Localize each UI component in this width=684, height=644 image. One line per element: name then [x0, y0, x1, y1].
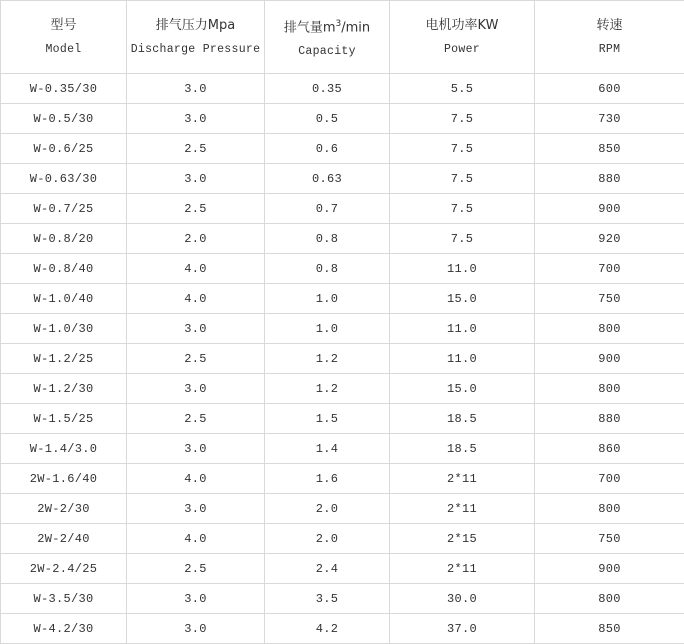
table-cell: 2.5: [127, 404, 265, 434]
table-header-row: [1, 1, 684, 74]
table-cell: 920: [535, 224, 684, 254]
table-cell: 7.5: [390, 164, 535, 194]
table-cell: 2.0: [265, 494, 390, 524]
table-cell: 0.8: [265, 254, 390, 284]
table-cell: 4.2: [265, 614, 390, 644]
table-cell: 2*15: [390, 524, 535, 554]
table-cell: 15.0: [390, 284, 535, 314]
table-row: [1, 284, 684, 314]
cell-model: W-1.4/3.0: [1, 434, 127, 464]
table-cell: 900: [535, 554, 684, 584]
table-cell: 800: [535, 374, 684, 404]
table-cell: 600: [535, 74, 684, 104]
table-cell: 5.5: [390, 74, 535, 104]
table-cell: 3.0: [127, 374, 265, 404]
table-row: [1, 614, 684, 644]
cell-model: W-1.2/25: [1, 344, 127, 374]
table-row: [1, 584, 684, 614]
cell-model: W-3.5/30: [1, 584, 127, 614]
table-cell: 2.4: [265, 554, 390, 584]
table-row: [1, 404, 684, 434]
table-cell: 1.6: [265, 464, 390, 494]
table-cell: 18.5: [390, 404, 535, 434]
table-cell: 900: [535, 194, 684, 224]
table-cell: 7.5: [390, 194, 535, 224]
table-cell: 800: [535, 584, 684, 614]
table-row: [1, 134, 684, 164]
table-cell: 730: [535, 104, 684, 134]
table-cell: 0.8: [265, 224, 390, 254]
column-header-power-en: Power: [392, 42, 532, 58]
column-header-capacity-en: Capacity: [267, 44, 387, 60]
table-cell: 1.0: [265, 284, 390, 314]
table-cell: 2.5: [127, 134, 265, 164]
table-row: [1, 74, 684, 104]
table-cell: 1.5: [265, 404, 390, 434]
table-cell: 880: [535, 164, 684, 194]
table-cell: 2.5: [127, 554, 265, 584]
table-cell: 30.0: [390, 584, 535, 614]
table-cell: 2*11: [390, 494, 535, 524]
table-row: [1, 164, 684, 194]
table-cell: 7.5: [390, 134, 535, 164]
column-header-rpm: [535, 1, 684, 74]
table-cell: 3.0: [127, 494, 265, 524]
table-cell: 750: [535, 284, 684, 314]
table-cell: 880: [535, 404, 684, 434]
table-cell: 2.0: [127, 224, 265, 254]
table-row: [1, 434, 684, 464]
cell-model: W-1.5/25: [1, 404, 127, 434]
table-cell: 0.6: [265, 134, 390, 164]
capacity-unit-suffix: /min: [341, 20, 370, 35]
table-cell: 4.0: [127, 464, 265, 494]
column-header-model-en: Model: [3, 42, 124, 58]
table-cell: 700: [535, 464, 684, 494]
table-cell: 860: [535, 434, 684, 464]
cell-model: W-0.7/25: [1, 194, 127, 224]
table-cell: 15.0: [390, 374, 535, 404]
cell-model: W-1.0/30: [1, 314, 127, 344]
table-row: [1, 494, 684, 524]
table-cell: 18.5: [390, 434, 535, 464]
table-cell: 850: [535, 134, 684, 164]
table-cell: 0.35: [265, 74, 390, 104]
table-row: [1, 344, 684, 374]
table-row: [1, 374, 684, 404]
column-header-power: [390, 1, 535, 74]
table-cell: 4.0: [127, 284, 265, 314]
cell-model: 2W-2.4/25: [1, 554, 127, 584]
table-row: [1, 224, 684, 254]
table-cell: 3.0: [127, 164, 265, 194]
table-cell: 11.0: [390, 254, 535, 284]
table-cell: 3.5: [265, 584, 390, 614]
table-row: [1, 554, 684, 584]
table-cell: 1.2: [265, 374, 390, 404]
table-cell: 2.0: [265, 524, 390, 554]
table-cell: 900: [535, 344, 684, 374]
table-cell: 850: [535, 614, 684, 644]
table-cell: 3.0: [127, 104, 265, 134]
cell-model: W-0.8/40: [1, 254, 127, 284]
table-cell: 800: [535, 494, 684, 524]
cell-model: 2W-1.6/40: [1, 464, 127, 494]
table-cell: 700: [535, 254, 684, 284]
cell-model: W-0.5/30: [1, 104, 127, 134]
table-cell: 3.0: [127, 74, 265, 104]
column-header-power-cn: 电机功率KW: [392, 16, 532, 36]
table-cell: 0.5: [265, 104, 390, 134]
table-cell: 4.0: [127, 254, 265, 284]
table-cell: 2.5: [127, 344, 265, 374]
table-cell: 2*11: [390, 554, 535, 584]
table-row: [1, 194, 684, 224]
column-header-rpm-en: RPM: [537, 42, 682, 58]
cell-model: 2W-2/30: [1, 494, 127, 524]
table-cell: 37.0: [390, 614, 535, 644]
column-header-capacity-cn: [267, 14, 387, 38]
column-header-rpm-cn: 转速: [537, 16, 682, 36]
table-row: [1, 254, 684, 284]
table-cell: 7.5: [390, 224, 535, 254]
table-cell: 3.0: [127, 584, 265, 614]
cell-model: W-0.63/30: [1, 164, 127, 194]
table-cell: 2.5: [127, 194, 265, 224]
column-header-discharge-pressure-cn: 排气压力Mpa: [129, 16, 262, 36]
column-header-model-cn: 型号: [3, 16, 124, 36]
column-header-discharge-pressure-en: Discharge Pressure: [129, 42, 262, 58]
cell-model: W-0.8/20: [1, 224, 127, 254]
table-cell: 1.4: [265, 434, 390, 464]
table-row: [1, 524, 684, 554]
table-cell: 3.0: [127, 314, 265, 344]
column-header-capacity: [265, 1, 390, 74]
table-cell: 1.2: [265, 344, 390, 374]
table-cell: 0.7: [265, 194, 390, 224]
table-cell: 11.0: [390, 314, 535, 344]
table-cell: 800: [535, 314, 684, 344]
table-cell: 750: [535, 524, 684, 554]
cell-model: W-0.35/30: [1, 74, 127, 104]
table-row: [1, 104, 684, 134]
table-cell: 3.0: [127, 434, 265, 464]
cell-model: W-1.0/40: [1, 284, 127, 314]
column-header-model: [1, 1, 127, 74]
cell-model: W-4.2/30: [1, 614, 127, 644]
table-cell: 7.5: [390, 104, 535, 134]
table-cell: 3.0: [127, 614, 265, 644]
table-row: [1, 314, 684, 344]
table-cell: 0.63: [265, 164, 390, 194]
column-header-discharge-pressure: [127, 1, 265, 74]
table-cell: 11.0: [390, 344, 535, 374]
capacity-unit-exponent: 3: [336, 19, 342, 29]
table-cell: 2*11: [390, 464, 535, 494]
cell-model: W-0.6/25: [1, 134, 127, 164]
table-body: [1, 74, 684, 644]
table-cell: 4.0: [127, 524, 265, 554]
table-header: [1, 1, 684, 74]
table-row: [1, 464, 684, 494]
capacity-unit-prefix: 排气量m: [284, 20, 336, 35]
table-cell: 1.0: [265, 314, 390, 344]
cell-model: W-1.2/30: [1, 374, 127, 404]
cell-model: 2W-2/40: [1, 524, 127, 554]
